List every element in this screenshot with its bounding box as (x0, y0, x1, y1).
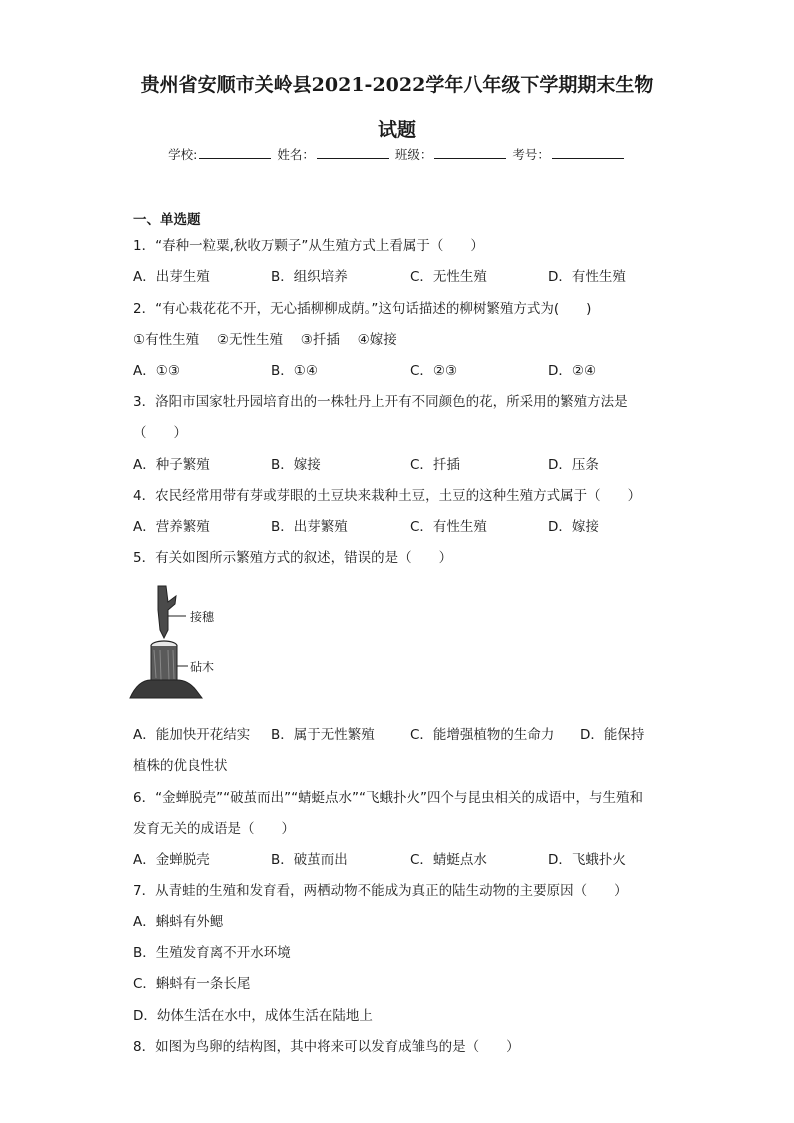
q3-option-a[interactable]: A．种子繁殖 (133, 457, 210, 473)
class-blank[interactable] (434, 146, 506, 159)
q4-option-c[interactable]: C．有性生殖 (410, 519, 487, 535)
q2-option-c[interactable]: C．②③ (410, 363, 458, 379)
q7-option-d[interactable]: D．幼体生活在水中，成体生活在陆地上 (133, 1008, 373, 1024)
q7-option-b[interactable]: B．生殖发育离不开水环境 (133, 945, 291, 961)
q1-option-a[interactable]: A．出芽生殖 (133, 269, 210, 285)
question-8-stem: 8．如图为鸟卵的结构图，其中将来可以发育成雏鸟的是（ ） (133, 1039, 520, 1055)
grafting-figure (128, 580, 238, 709)
q6-option-b[interactable]: B．破茧而出 (271, 852, 348, 868)
q6-option-a[interactable]: A．金蝉脱壳 (133, 852, 210, 868)
question-3-stem-cont: （ ） (133, 425, 187, 441)
q1-option-c[interactable]: C．无性生殖 (410, 269, 487, 285)
question-1-stem: 1．“春种一粒粟,秋收万颗子”从生殖方式上看属于（ ） (133, 238, 484, 254)
class-label: 班级： (394, 147, 433, 162)
question-7-stem: 7．从青蛙的生殖和发育看，两栖动物不能成为真正的陆生动物的主要原因（ ） (133, 883, 628, 899)
student-info-row (0, 145, 794, 163)
q4-option-d[interactable]: D．嫁接 (548, 519, 599, 535)
q2-option-a[interactable]: A．①③ (133, 363, 180, 379)
q5-option-d[interactable]: D．能保持 (580, 727, 645, 743)
q5-option-a[interactable]: A．能加快开花结实 (133, 727, 251, 743)
question-3-stem: 3．洛阳市国家牡丹园培育出的一株牡丹上开有不同颜色的花，所采用的繁殖方法是 (133, 394, 628, 410)
q1-option-d[interactable]: D．有性生殖 (548, 269, 626, 285)
q5-option-c[interactable]: C．能增强植物的生命力 (410, 727, 555, 743)
q5-option-b[interactable]: B．属于无性繁殖 (271, 727, 375, 743)
number-blank[interactable] (552, 146, 624, 159)
question-5-stem: 5．有关如图所示繁殖方式的叙述，错误的是（ ） (133, 550, 453, 566)
q3-option-b[interactable]: B．嫁接 (271, 457, 321, 473)
school-blank[interactable] (199, 146, 271, 159)
exam-title-line1: 贵州省安顺市关岭县2021-2022学年八年级下学期期末生物 (140, 74, 654, 96)
q3-option-c[interactable]: C．扦插 (410, 457, 460, 473)
question-6-stem-cont: 发育无关的成语是（ ） (133, 821, 295, 837)
question-4-stem: 4．农民经常用带有芽或芽眼的土豆块来栽种土豆，土豆的这种生殖方式属于（ ） (133, 488, 642, 504)
q4-option-b[interactable]: B．出芽繁殖 (271, 519, 348, 535)
question-2-stem: 2．“有心栽花花不开，无心插柳柳成荫。”这句话描述的柳树繁殖方式为( ) (133, 301, 592, 317)
q3-option-d[interactable]: D．压条 (548, 457, 599, 473)
q4-option-a[interactable]: A．营养繁殖 (133, 519, 210, 535)
q6-option-c[interactable]: C．蜻蜓点水 (410, 852, 487, 868)
q7-option-a[interactable]: A．蝌蚪有外鳃 (133, 914, 224, 930)
name-label: 姓名： (277, 147, 315, 162)
q2-option-d[interactable]: D．②④ (548, 363, 597, 379)
q2-option-b[interactable]: B．①④ (271, 363, 318, 379)
school-label: 学校: (168, 147, 198, 162)
q7-option-c[interactable]: C．蝌蚪有一条长尾 (133, 976, 251, 992)
name-blank[interactable] (317, 146, 389, 159)
q5-option-d-cont: 植株的优良性状 (133, 758, 228, 774)
q1-option-b[interactable]: B．组织培养 (271, 269, 348, 285)
scion-label: 接穗 (190, 610, 215, 624)
question-2-items: ①有性生殖 ②无性生殖 ③扦插 ④嫁接 (133, 332, 397, 348)
stock-label: 砧木 (190, 660, 215, 674)
question-6-stem: 6．“金蝉脱壳”“破茧而出”“蜻蜓点水”“飞蛾扑火”四个与昆虫相关的成语中，与生殖和 (133, 790, 644, 806)
section-title: 一、单选题 (133, 212, 201, 228)
q6-option-d[interactable]: D．飞蛾扑火 (548, 852, 626, 868)
exam-title-line2: 试题 (377, 119, 416, 141)
number-label: 考号： (512, 147, 550, 162)
